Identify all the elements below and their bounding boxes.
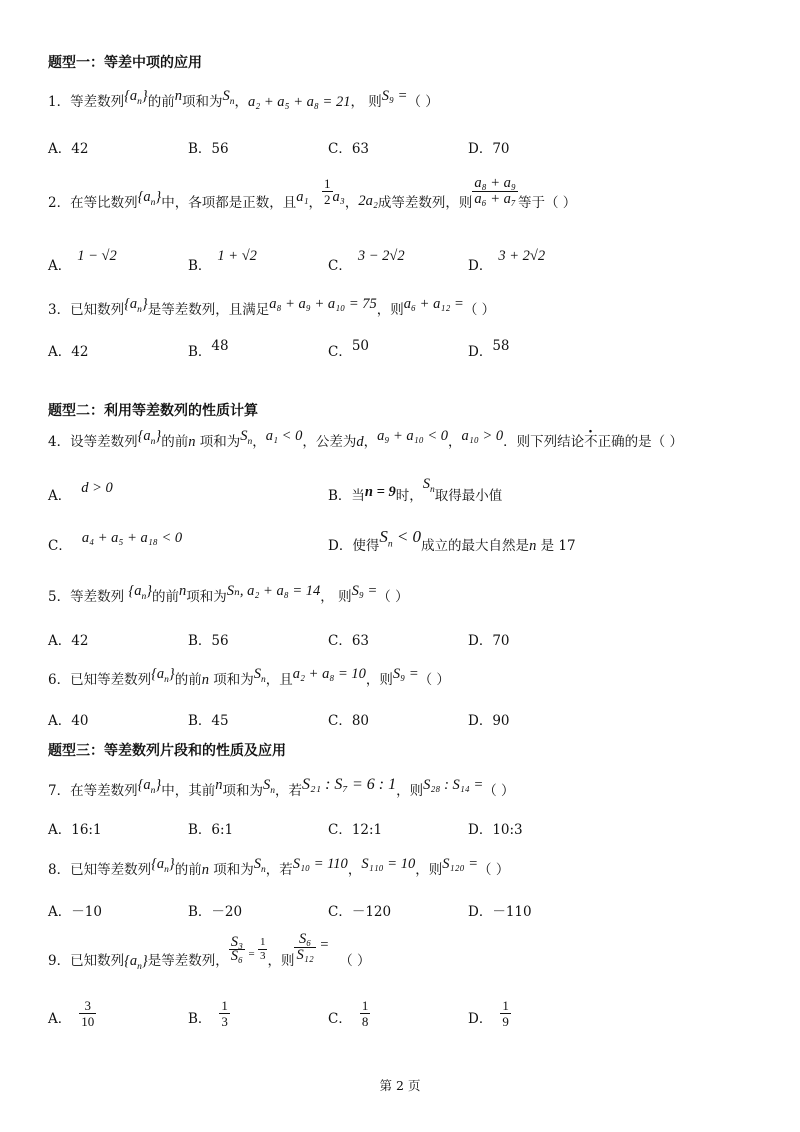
answer-blank: 正确的是（ ）: [597, 434, 683, 450]
question-2: [48, 172, 577, 211]
question-text: 中，其前: [161, 783, 216, 799]
answer-blank: 等于（ ）: [517, 195, 577, 211]
variable-n: n: [215, 777, 223, 793]
option-d: D．90: [468, 713, 510, 729]
question-text: 项和为: [208, 672, 254, 688]
option-b: B．48: [188, 338, 229, 360]
option-a: A．16:1: [48, 822, 102, 838]
question-text: 的前: [174, 672, 202, 688]
question-text: 是等差数列，: [147, 953, 229, 969]
question-number: 9．: [48, 953, 71, 969]
question-text: ， 则: [350, 94, 382, 110]
question-text: 已知等差数列: [70, 672, 152, 688]
question-text: ，公差为: [302, 434, 357, 450]
question-4: [48, 430, 683, 453]
variable-d: d: [356, 434, 364, 450]
option-d: D．70: [468, 633, 510, 649]
term-a3: a₃: [332, 189, 345, 205]
sum-notation: $S_n$: [222, 88, 235, 107]
option-a: A． $\frac{3}{10}$: [48, 998, 95, 1029]
question-text: 已知数列: [70, 953, 125, 969]
sequence-notation: $\{a_n\}$: [124, 88, 148, 107]
condition-formula: a₉ + a₁₀ < 0: [377, 428, 449, 444]
term-2a2: 2a₂: [358, 193, 378, 209]
question-text: 的前: [174, 862, 202, 878]
question-text: 的前: [152, 589, 180, 605]
section-title-3: 题型三：等差数列片段和的性质及应用: [48, 743, 286, 759]
question-6: [48, 668, 450, 691]
question-text: ，则: [396, 783, 424, 799]
question-text: ，若: [265, 862, 293, 878]
question-text: 的前: [161, 434, 189, 450]
option-c: C．63: [328, 633, 370, 649]
question-text: ，: [448, 434, 462, 450]
sequence-notation: $\{a_n\}$: [137, 428, 162, 447]
question-text: 在等比数列: [70, 195, 138, 211]
option-a: A．42: [48, 633, 89, 649]
answer-blank: （ ）: [377, 589, 409, 605]
option-c: C．80: [328, 713, 370, 729]
option-c: C．－120: [328, 904, 392, 920]
fraction-asked: $\frac{\text{S₆}}{\text{S₁₂}}$: [296, 931, 314, 963]
asked-formula: S₁₂₀ =: [442, 856, 479, 872]
fraction-condition: $\frac{\text{S₃}}{\text{S₆}}$: [230, 934, 244, 964]
option-c: C．12:1: [328, 822, 383, 838]
question-text: 等差数列: [70, 589, 129, 605]
option-d: D． $\frac{1}{9}$: [468, 998, 509, 1029]
page-number: 第 2 页: [379, 1078, 421, 1093]
question-7: [48, 776, 515, 802]
option-b: B．1 + √2: [188, 248, 257, 274]
asked-formula: S₂₈ : S₁₄ =: [423, 777, 484, 793]
question-text: 成等差数列，则: [377, 195, 473, 211]
option-d: D．10:3: [468, 822, 523, 838]
question-text: 是等差数列，且满足: [147, 302, 270, 318]
option-a: A．42: [48, 141, 89, 157]
option-d: D．58: [468, 338, 510, 360]
option-c: C． $\frac{1}{8}$: [328, 998, 369, 1029]
fraction-one-third: $\frac{1}{3}$: [259, 936, 266, 962]
variable-n: n: [188, 434, 196, 450]
sequence-notation: $\{a_n\}$: [137, 189, 162, 208]
option-a: A． d > 0: [48, 480, 113, 504]
option-d: D．70: [468, 141, 510, 157]
question-text: ，: [363, 434, 378, 450]
answer-blank: （ ）: [483, 783, 515, 799]
option-b: B．－20: [188, 904, 243, 920]
question-text: 已知数列: [70, 302, 125, 318]
option-d: D．－110: [468, 904, 532, 920]
condition-formula: S₁₀ = 110: [292, 856, 348, 872]
question-number: 8．: [48, 862, 71, 878]
option-b: B．56: [188, 633, 229, 649]
answer-blank: （ ）: [463, 302, 496, 318]
variable-n: n: [179, 583, 187, 599]
condition-formula: a₁₀ > 0: [461, 428, 504, 444]
question-text: ，: [344, 195, 359, 211]
section-title-1: 题型一：等差中项的应用: [48, 55, 202, 71]
question-text: 项和为: [208, 862, 254, 878]
option-b: B．56: [188, 141, 229, 157]
variable-n: n: [201, 672, 209, 688]
sequence-notation: $\{a_n\}$: [151, 666, 175, 685]
variable-n: n: [201, 862, 209, 878]
asked-formula: a₆ + a₁₂ =: [403, 296, 464, 312]
option-d: D．3 + 2√2: [468, 248, 546, 274]
fraction-half: $\frac{1}{2}$: [324, 176, 331, 207]
question-text: ，且: [265, 672, 293, 688]
option-b: B．6:1: [188, 822, 234, 838]
question-text: ，: [234, 94, 248, 110]
option-c: C．63: [328, 141, 370, 157]
question-number: 1．: [48, 94, 71, 110]
question-8: [48, 858, 509, 881]
sum-notation: $S_n$: [262, 777, 275, 796]
question-text: 项和为: [181, 94, 223, 110]
sequence-notation: $\{a_n\}$: [137, 777, 162, 796]
question-text: 设等差数列: [70, 434, 138, 450]
condition-formula: S₁₁₀ = 10: [361, 856, 416, 872]
question-text: 在等差数列: [70, 783, 138, 799]
question-text: ，则: [365, 672, 393, 688]
sum-notation: $S_n$: [422, 476, 435, 495]
sum-notation: $S_n$: [240, 428, 253, 447]
option-a: A．40: [48, 713, 89, 729]
condition-formula: a₈ + a₉ + a₁₀ = 75: [269, 296, 377, 312]
question-text: 的前: [147, 94, 175, 110]
variable-n: n: [174, 88, 182, 104]
question-number: 4．: [48, 434, 71, 450]
sum-notation: $S_n < 0$: [379, 527, 422, 550]
condition-formula: a₁ < 0: [265, 428, 303, 444]
question-number: 7．: [48, 783, 71, 799]
term-a1: a₁: [296, 189, 309, 205]
condition-formula: a₂ + a₅ + a₈ = 21: [247, 94, 351, 110]
answer-blank: （ ）: [339, 953, 371, 969]
option-c: C．3 − 2√2: [328, 248, 405, 274]
option-c: C．50: [328, 338, 370, 360]
option-b: B．45: [188, 713, 229, 729]
question-text: ，若: [274, 783, 302, 799]
question-number: 5．: [48, 589, 71, 605]
question-number: 2．: [48, 195, 71, 211]
sequence-notation: $\{a_n\}$: [128, 583, 153, 602]
question-5: [48, 585, 409, 608]
question-9: 9．已知数列$\{a_n\}$是等差数列， $\frac{\text{S₃}}{\text{S₆}}$ $_=$ $\frac{1}{3}$ ，则 $\frac{\text{S₆}}{\text{S₁₂}}$ =（ ）: [48, 931, 371, 972]
question-text: ，则: [415, 862, 443, 878]
sum-notation: $S_n$: [253, 856, 266, 875]
asked-formula: S₉ =: [392, 666, 419, 682]
option-b: B．当n = 9时，$S_n$取得最小值: [328, 476, 503, 504]
sequence-notation: $\{a_n\}$: [151, 856, 175, 875]
option-a: A．－10: [48, 904, 102, 920]
question-text: ．则下列结论: [503, 434, 585, 450]
question-text: ，: [252, 434, 266, 450]
question-text: 项和为: [222, 783, 263, 799]
answer-blank: （ ）: [418, 672, 450, 688]
sequence-notation: $\{a_n\}$: [124, 953, 148, 972]
question-text: 等差数列: [70, 94, 125, 110]
asked-formula: S₉ =: [381, 88, 408, 104]
option-d: D．使得$S_n < 0$成立的最大自然是n 是 17: [328, 527, 576, 554]
emphasis-not: 不: [584, 434, 598, 450]
question-text: ， 则: [320, 589, 352, 605]
sequence-notation: $\{a_n\}$: [124, 296, 148, 315]
condition-formula: a₂ + a₈ = 10: [292, 666, 366, 682]
question-text: 已知等差数列: [70, 862, 152, 878]
question-text: ，: [347, 862, 362, 878]
question-number: 6．: [48, 672, 71, 688]
question-text: ，: [308, 195, 323, 211]
condition-formula: S₂₁ : S₇ = 6 : 1: [301, 776, 397, 793]
option-a: A．1 − √2: [48, 248, 117, 274]
question-text: 项和为: [195, 434, 241, 450]
question-1: [48, 90, 439, 113]
sum-notation: $S_n$: [253, 666, 266, 685]
option-a: A．42: [48, 344, 89, 360]
question-text: ，则: [376, 302, 404, 318]
question-text: ，则: [267, 953, 295, 969]
option-c: C． a₄ + a₅ + a₁₈ < 0: [48, 530, 183, 554]
question-3: [48, 298, 495, 321]
fraction-asked: $\frac{\text{a₈ + a₉}}{\text{a₆ + a₇}}$: [474, 175, 516, 207]
section-title-2: 题型二：利用等差数列的性质计算: [48, 403, 258, 419]
option-b: B． $\frac{1}{3}$: [188, 998, 228, 1029]
answer-blank: （ ）: [407, 94, 439, 110]
question-text: 项和为: [186, 589, 227, 605]
asked-formula: S₉ =: [351, 583, 378, 599]
condition-formula: Sₙ, a₂ + a₈ = 14: [226, 583, 321, 599]
question-number: 3．: [48, 302, 71, 318]
answer-blank: （ ）: [478, 862, 510, 878]
question-text: 中，各项都是正数，且: [161, 195, 297, 211]
